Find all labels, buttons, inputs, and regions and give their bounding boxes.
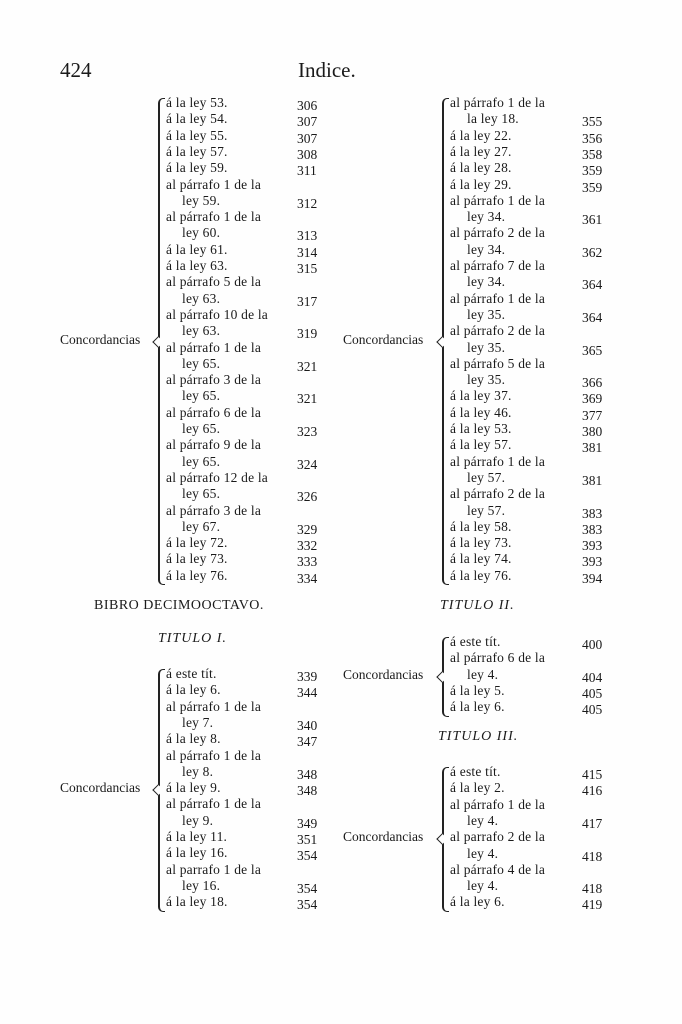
page-ref: 365 bbox=[582, 342, 603, 358]
page-ref: 321 bbox=[297, 358, 318, 374]
page-ref: 314 bbox=[297, 244, 318, 260]
index-entry: al párrafo 1 de la bbox=[166, 747, 262, 763]
index-entry: ley 4. bbox=[467, 878, 499, 894]
page-ref: 347 bbox=[297, 734, 318, 750]
index-entry: á la ley 55. bbox=[166, 127, 228, 143]
index-entry: al párrafo 1 de la bbox=[450, 95, 546, 110]
page-ref: 369 bbox=[582, 391, 603, 407]
index-entry: al párrafo 7 de la bbox=[450, 258, 546, 273]
index-entry: ley 65. bbox=[182, 421, 221, 436]
index-entry: ley 63. bbox=[182, 323, 221, 339]
index-entry: á este tít. bbox=[166, 666, 217, 681]
index-entry: á la ley 53. bbox=[166, 95, 228, 110]
page-ref: 361 bbox=[582, 212, 603, 228]
page-ref: 307 bbox=[297, 114, 318, 130]
page-ref: 307 bbox=[297, 130, 318, 146]
index-entry: á la ley 18. bbox=[166, 894, 228, 910]
page-ref: 339 bbox=[297, 669, 318, 684]
page-ref: 381 bbox=[582, 440, 603, 456]
index-entry: á la ley 57. bbox=[450, 437, 512, 453]
index-entry: á la ley 22. bbox=[450, 127, 512, 143]
index-entry: ley 65. bbox=[182, 486, 221, 502]
page-ref: 416 bbox=[582, 783, 603, 799]
page-ref: 319 bbox=[297, 326, 318, 342]
page-ref: 417 bbox=[582, 815, 603, 831]
index-entry: á la ley 73. bbox=[450, 535, 512, 551]
page-ref: 405 bbox=[582, 685, 603, 701]
index-entry: ley 63. bbox=[182, 290, 221, 306]
index-entry: ley 4. bbox=[467, 845, 499, 861]
index-entry: al párrafo 2 de la bbox=[450, 225, 546, 241]
index-entry: al párrafo 1 de la bbox=[166, 209, 262, 225]
index-entry: á la ley 37. bbox=[450, 388, 512, 404]
page-ref: 306 bbox=[297, 98, 318, 113]
page-ref: 354 bbox=[297, 897, 318, 913]
index-entry: á la ley 28. bbox=[450, 160, 512, 176]
index-entry: al párrafo 1 de la bbox=[166, 796, 262, 812]
index-entry: á la ley 72. bbox=[166, 535, 228, 551]
page-number: 424 bbox=[60, 58, 92, 82]
index-entry: al parrafo 1 de la bbox=[166, 861, 262, 877]
index-entry: á la ley 57. bbox=[166, 143, 228, 159]
page-ref: 351 bbox=[297, 832, 318, 847]
index-entry: á la ley 8. bbox=[166, 731, 221, 747]
index-entry: al párrafo 5 de la bbox=[166, 274, 262, 290]
index-entry: á la ley 2. bbox=[450, 780, 505, 796]
page-ref: 364 bbox=[582, 277, 603, 293]
index-entry: ley 35. bbox=[467, 339, 506, 355]
page-ref: 332 bbox=[297, 538, 318, 554]
titulo-3-heading: TITULO III. bbox=[438, 729, 519, 744]
index-entry: ley 4. bbox=[467, 666, 499, 682]
page-ref: 418 bbox=[582, 881, 603, 897]
page-ref: 383 bbox=[582, 521, 603, 537]
index-entry: ley 9. bbox=[182, 812, 214, 828]
index-entry: á la ley 27. bbox=[450, 143, 512, 159]
page-ref: 323 bbox=[297, 424, 318, 439]
index-entry: á este tít. bbox=[450, 634, 501, 649]
index-entry: á la ley 11. bbox=[166, 829, 228, 844]
page-ref: 334 bbox=[297, 570, 318, 586]
index-entry: ley 67. bbox=[182, 518, 221, 534]
index-entry: á la ley 63. bbox=[166, 258, 228, 273]
concordancias-label: Concordancias bbox=[60, 331, 141, 347]
index-entry: á la ley 61. bbox=[166, 241, 228, 257]
titulo-1-heading: TITULO I. bbox=[158, 631, 227, 646]
page-ref: 349 bbox=[297, 815, 318, 831]
index-entry: á la ley 9. bbox=[166, 780, 221, 796]
page-ref: 354 bbox=[297, 880, 318, 896]
index-entry: ley 65. bbox=[182, 388, 221, 404]
page-ref: 315 bbox=[297, 261, 318, 276]
concordancias-label: Concordancias bbox=[60, 780, 141, 796]
index-entry: ley 65. bbox=[182, 453, 221, 469]
index-entry: ley 34. bbox=[467, 274, 506, 290]
index-entry: ley 35. bbox=[467, 306, 506, 322]
index-entry: al párrafo 3 de la bbox=[166, 372, 262, 388]
index-entry: á la ley 29. bbox=[450, 176, 512, 192]
index-entry: á la ley 46. bbox=[450, 404, 512, 420]
index-entry: al párrafo 3 de la bbox=[166, 502, 262, 518]
page-ref: 366 bbox=[582, 375, 603, 391]
concordancias-label: Concordancias bbox=[343, 666, 424, 682]
page-title: Indice. bbox=[298, 58, 356, 82]
index-entry: á la ley 73. bbox=[166, 551, 228, 567]
index-entry: á este tít. bbox=[450, 764, 501, 779]
index-entry: á la ley 5. bbox=[450, 682, 505, 698]
index-entry: al párrafo 2 de la bbox=[450, 323, 546, 339]
page-ref: 312 bbox=[297, 195, 318, 211]
index-entry: á la ley 6. bbox=[450, 699, 505, 715]
index-entry: á la ley 6. bbox=[166, 682, 221, 698]
index-entry: al párrafo 6 de la bbox=[450, 650, 546, 666]
index-entry: al párrafo 9 de la bbox=[166, 437, 262, 453]
index-entry: á la ley 76. bbox=[450, 567, 512, 583]
index-entry: ley 7. bbox=[182, 714, 214, 730]
book-heading: BIBRO DECIMOOCTAVO. bbox=[94, 598, 264, 613]
index-entry: á la ley 53. bbox=[450, 421, 512, 436]
page-ref: 313 bbox=[297, 228, 318, 244]
index-entry: ley 16. bbox=[182, 877, 221, 893]
index-entry: al párrafo 1 de la bbox=[450, 796, 546, 812]
index-entry: al párrafo 10 de la bbox=[166, 306, 268, 322]
index-entry: al párrafo 2 de la bbox=[450, 486, 546, 502]
titulo-2-heading: TITULO II. bbox=[440, 598, 515, 613]
index-entry: ley 35. bbox=[467, 372, 506, 388]
page-ref: 380 bbox=[582, 424, 603, 439]
index-entry: á la ley 74. bbox=[450, 551, 512, 567]
page-ref: 340 bbox=[297, 717, 318, 733]
page-ref: 405 bbox=[582, 702, 603, 718]
page-ref: 358 bbox=[582, 146, 603, 162]
page-ref: 381 bbox=[582, 472, 603, 488]
index-entry: á la ley 16. bbox=[166, 845, 228, 861]
index-entry: al párrafo 5 de la bbox=[450, 355, 546, 371]
page-ref: 324 bbox=[297, 456, 318, 472]
page-ref: 308 bbox=[297, 146, 318, 162]
concordancias-label: Concordancias bbox=[343, 829, 424, 845]
index-entry: á la ley 54. bbox=[166, 111, 228, 127]
page-ref: 344 bbox=[297, 685, 318, 701]
page-ref: 355 bbox=[582, 114, 603, 130]
concordancias-label: Concordancias bbox=[343, 331, 424, 347]
index-entry: al párrafo 1 de la bbox=[166, 339, 262, 355]
index-entry: al párrafo 1 de la bbox=[450, 453, 546, 469]
page-ref: 394 bbox=[582, 570, 603, 586]
page-ref: 415 bbox=[582, 767, 603, 782]
index-entry: á la ley 59. bbox=[166, 160, 228, 176]
page-ref: 329 bbox=[297, 521, 318, 537]
index-entry: al párrafo 1 de la bbox=[450, 290, 546, 306]
page-ref: 356 bbox=[582, 130, 603, 146]
page-ref: 311 bbox=[297, 163, 317, 179]
index-entry: al párrafo 12 de la bbox=[166, 469, 268, 485]
page-ref: 321 bbox=[297, 391, 318, 407]
index-entry: al párrafo 1 de la bbox=[166, 176, 262, 192]
index-entry: á la ley 76. bbox=[166, 567, 228, 583]
index-entry: ley 60. bbox=[182, 225, 221, 241]
index-entry: ley 34. bbox=[467, 209, 506, 225]
index-entry: ley 8. bbox=[182, 763, 214, 779]
page-ref: 326 bbox=[297, 489, 318, 505]
index-entry: ley 4. bbox=[467, 812, 499, 828]
page-ref: 359 bbox=[582, 179, 603, 195]
page-ref: 359 bbox=[582, 163, 603, 179]
page-ref: 354 bbox=[297, 848, 318, 864]
page-ref: 400 bbox=[582, 637, 603, 652]
index-entry: al párrafo 6 de la bbox=[166, 404, 262, 420]
page-ref: 362 bbox=[582, 244, 603, 260]
index-entry: la ley 18. bbox=[467, 111, 519, 127]
page-ref: 377 bbox=[582, 407, 603, 423]
page-ref: 393 bbox=[582, 538, 603, 554]
index-entry: á la ley 58. bbox=[450, 518, 512, 534]
page-ref: 317 bbox=[297, 293, 318, 309]
page-ref: 404 bbox=[582, 669, 603, 685]
index-entry: á la ley 6. bbox=[450, 894, 505, 910]
page-ref: 419 bbox=[582, 897, 603, 913]
page-ref: 333 bbox=[297, 554, 318, 570]
page-ref: 348 bbox=[297, 766, 318, 782]
index-entry: al párrafo 1 de la bbox=[166, 698, 262, 714]
index-entry: ley 34. bbox=[467, 241, 506, 257]
index-entry: ley 57. bbox=[467, 502, 506, 518]
page-ref: 348 bbox=[297, 783, 318, 799]
index-entry: al parrafo 2 de la bbox=[450, 829, 546, 845]
index-entry: ley 59. bbox=[182, 192, 221, 208]
index-entry: ley 65. bbox=[182, 355, 221, 371]
page-ref: 393 bbox=[582, 554, 603, 570]
index-entry: al párrafo 4 de la bbox=[450, 861, 546, 877]
index-entry: ley 57. bbox=[467, 469, 506, 485]
index-entry: al párrafo 1 de la bbox=[450, 192, 546, 208]
page-ref: 383 bbox=[582, 505, 603, 521]
page-ref: 364 bbox=[582, 309, 603, 325]
page-ref: 418 bbox=[582, 848, 603, 864]
